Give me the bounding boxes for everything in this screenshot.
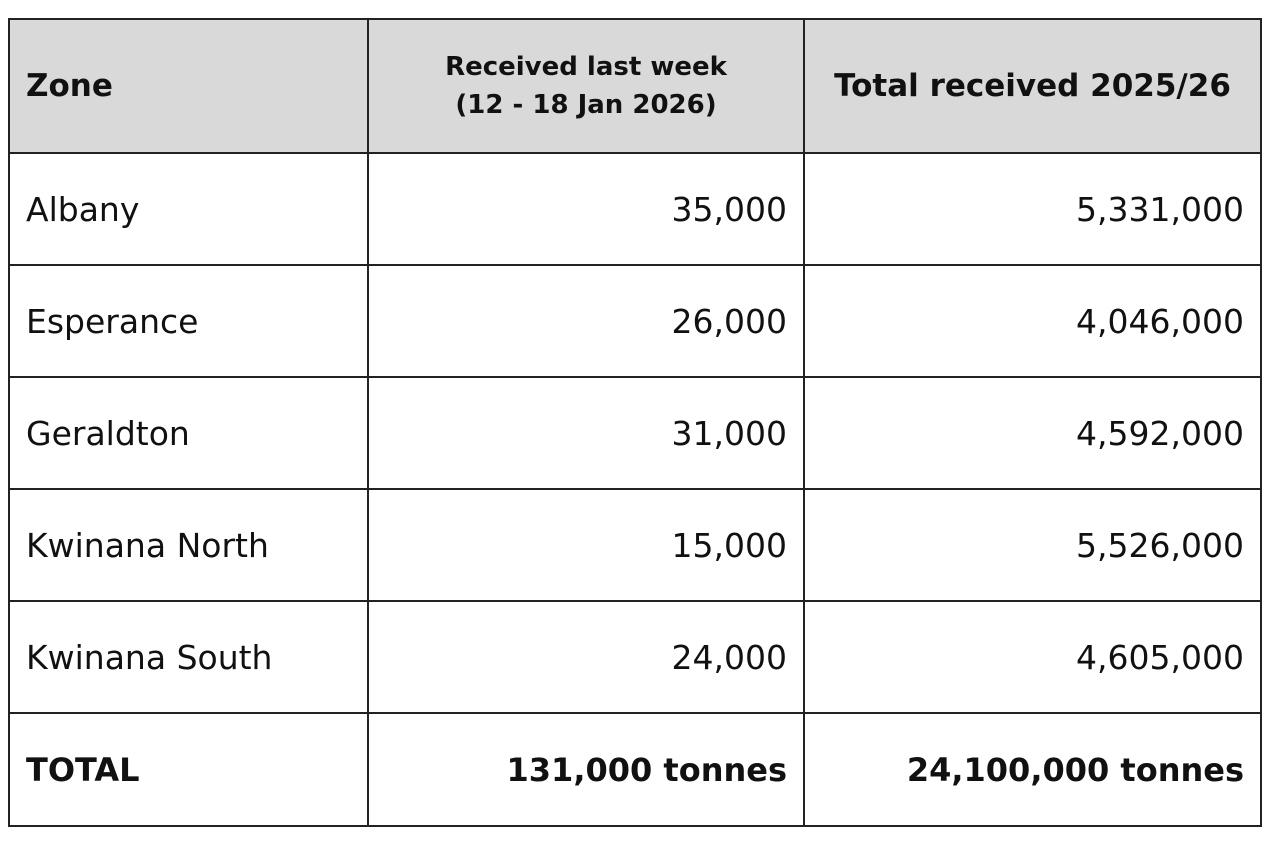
total-cell: 4,592,000 bbox=[804, 377, 1261, 489]
header-row bbox=[9, 19, 1261, 153]
header-received-last-week bbox=[368, 19, 804, 153]
grain-receivals-table bbox=[8, 18, 1262, 827]
week-cell: 24,000 bbox=[368, 601, 804, 713]
week-cell: 35,000 bbox=[368, 153, 804, 265]
total-row bbox=[9, 713, 1261, 826]
header-week-title: Received last week bbox=[445, 52, 727, 82]
header-zone: Zone bbox=[9, 19, 368, 153]
header-total-received: Total received 2025/26 bbox=[804, 19, 1261, 153]
table-row bbox=[9, 153, 1261, 265]
total-season-value: 24,100,000 tonnes bbox=[804, 713, 1261, 826]
header-week-dates: (12 - 18 Jan 2026) bbox=[455, 90, 717, 120]
total-cell: 5,526,000 bbox=[804, 489, 1261, 601]
total-cell: 5,331,000 bbox=[804, 153, 1261, 265]
week-cell: 15,000 bbox=[368, 489, 804, 601]
total-cell: 4,046,000 bbox=[804, 265, 1261, 377]
week-cell: 31,000 bbox=[368, 377, 804, 489]
table-row bbox=[9, 265, 1261, 377]
total-cell: 4,605,000 bbox=[804, 601, 1261, 713]
total-week-value: 131,000 tonnes bbox=[368, 713, 804, 826]
table-row bbox=[9, 489, 1261, 601]
week-cell: 26,000 bbox=[368, 265, 804, 377]
table-row bbox=[9, 601, 1261, 713]
total-label: TOTAL bbox=[9, 713, 368, 826]
zone-cell: Albany bbox=[9, 153, 368, 265]
zone-cell: Kwinana South bbox=[9, 601, 368, 713]
zone-cell: Kwinana North bbox=[9, 489, 368, 601]
zone-cell: Esperance bbox=[9, 265, 368, 377]
zone-cell: Geraldton bbox=[9, 377, 368, 489]
table-row bbox=[9, 377, 1261, 489]
